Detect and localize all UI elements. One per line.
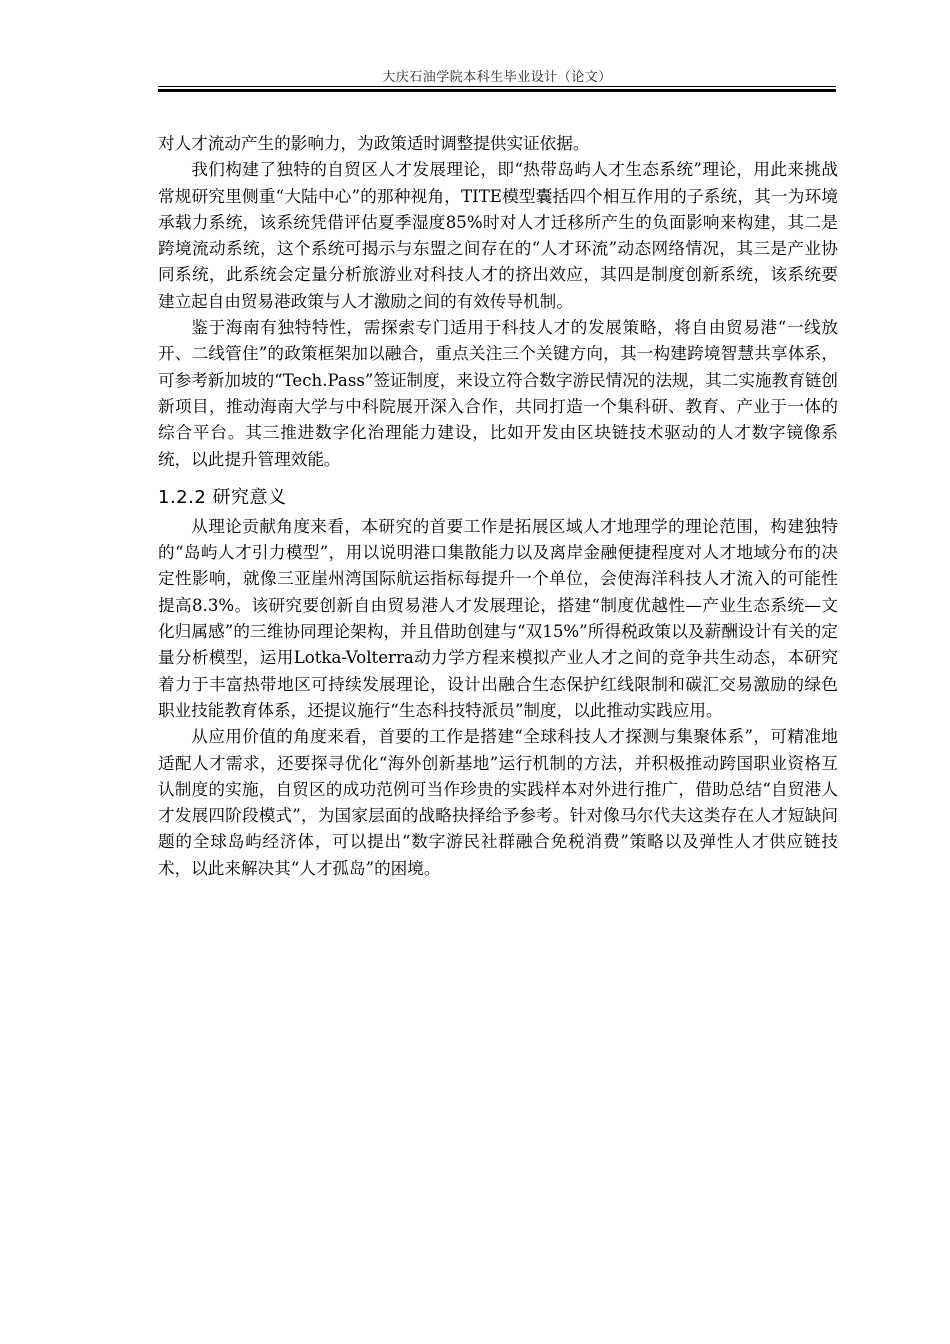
paragraph-application-value: 从应用价值的角度来看，首要的工作是搭建“全球科技人才探测与集聚体系”，可精准地适配人才需求，还要探寻优化“海外创新基地”运行机制的方法，并积极推动跨国职业资格互认制度的实施，自贸区的成功范例可当作珍贵的实践样本对外进行推广，借助总结“自贸港人才发展四阶段模式”，为国家层面的战略抉择给予参考。针对像马尔代夫这类存在人才短缺问题的全球岛屿经济体，可以提出“数字游民社群融合免税消费”策略以及弹性人才供应链技术，以此来解决其“人才孤岛”的困境。	[158, 727, 838, 878]
paragraph-continuation: 对人才流动产生的影响力，为政策适时调整提供实证依据。	[158, 134, 590, 153]
body-text	[158, 131, 838, 882]
paragraph-hainan-strategy: 鉴于海南有独特特性，需探索专门适用于科技人才的发展策略，将自由贸易港“一线放开、二线管住”的政策框架加以融合，重点关注三个关键方向，其一构建跨境智慧共享体系，可参考新加坡的“Tech.Pass”签证制度，来设立符合数字游民情况的法规，其二实施教育链创新项目，推动海南大学与中科院展开深入合作，共同打造一个集科研、教育、产业于一体的综合平台。其三推进数字化治理能力建设，比如开发由区块链技术驱动的人才数字镜像系统，以此提升管理效能。	[158, 318, 838, 469]
section-heading: 1.2.2 研究意义	[158, 486, 287, 508]
page-header-title: 大庆石油学院本科生毕业设计（论文）	[382, 70, 612, 85]
header-rule-thick	[158, 89, 836, 92]
paragraph-tite-model: 我们构建了独特的自贸区人才发展理论，即“热带岛屿人才生态系统”理论，用此来挑战常规研究里侧重“大陆中心”的那种视角，TITE模型囊括四个相互作用的子系统，其一为环境承载力系统，该系统凭借评估夏季湿度85%时对人才迁移所产生的负面影响来构建，其二是跨境流动系统，这个系统可揭示与东盟之间存在的“人才环流”动态网络情况，其三是产业协同系统，此系统会定量分析旅游业对科技人才的挤出效应，其四是制度创新系统，该系统要建立起自由贸易港政策与人才激励之间的有效传导机制。	[158, 160, 838, 311]
header-rule-thin	[158, 86, 836, 87]
paragraph-theoretical-contribution: 从理论贡献角度来看，本研究的首要工作是拓展区域人才地理学的理论范围，构建独特的“岛屿人才引力模型”，用以说明港口集散能力以及离岸金融便捷程度对人才地域分布的决定性影响，就像三亚崖州湾国际航运指标每提升一个单位，会使海洋科技人才流入的可能性提高8.3%。该研究要创新自由贸易港人才发展理论，搭建“制度优越性—产业生态系统—文化归属感”的三维协同理论架构，并且借助创建与“双15%”所得税政策以及薪酬设计有关的定量分析模型，运用Lotka-Volterra动力学方程来模拟产业人才之间的竞争共生动态，本研究着力于丰富热带地区可持续发展理论，设计出融合生态保护红线限制和碳汇交易激励的绿色职业技能教育体系，还提议施行“生态科技特派员”制度，以此推动实践应用。	[158, 516, 838, 720]
